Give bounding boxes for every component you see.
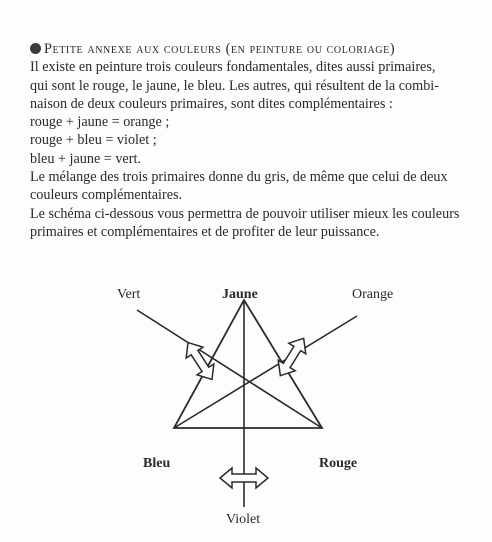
paragraph-line: primaires et complémentaires et de profiter de leur puissance. [30, 223, 380, 240]
label-rouge: Rouge [319, 456, 358, 471]
heading-text: Petite annexe aux couleurs (en peinture ou coloriage) [44, 41, 396, 57]
paragraph-line: couleurs complémentaires. [30, 187, 183, 204]
paragraph-line: naison de deux couleurs primaires, sont dites complémentaires : [30, 95, 393, 112]
paragraph-line: Il existe en peinture trois couleurs fondamentales, dites aussi primaires, [30, 59, 436, 76]
formula-line: bleu + jaune = vert. [30, 150, 141, 167]
primary-triangle [174, 300, 322, 428]
label-violet: Violet [226, 512, 261, 527]
formula-line: rouge + bleu = violet ; [30, 132, 157, 149]
double-arrow-icon [180, 337, 221, 385]
paragraph-line: qui sont le rouge, le jaune, le bleu. Les autres, qui résultent de la combi- [30, 77, 439, 94]
paragraph-line: Le schéma ci-dessous vous permettra de pouvoir utiliser mieux les couleurs [30, 205, 460, 222]
formula-line: rouge + jaune = orange ; [30, 114, 170, 131]
label-vert: Vert [117, 287, 141, 302]
paragraph-line: Le mélange des trois primaires donne du gris, de même que celui de deux [30, 169, 448, 186]
label-orange: Orange [352, 287, 394, 302]
label-bleu: Bleu [143, 456, 171, 471]
label-jaune: Jaune [222, 287, 258, 302]
